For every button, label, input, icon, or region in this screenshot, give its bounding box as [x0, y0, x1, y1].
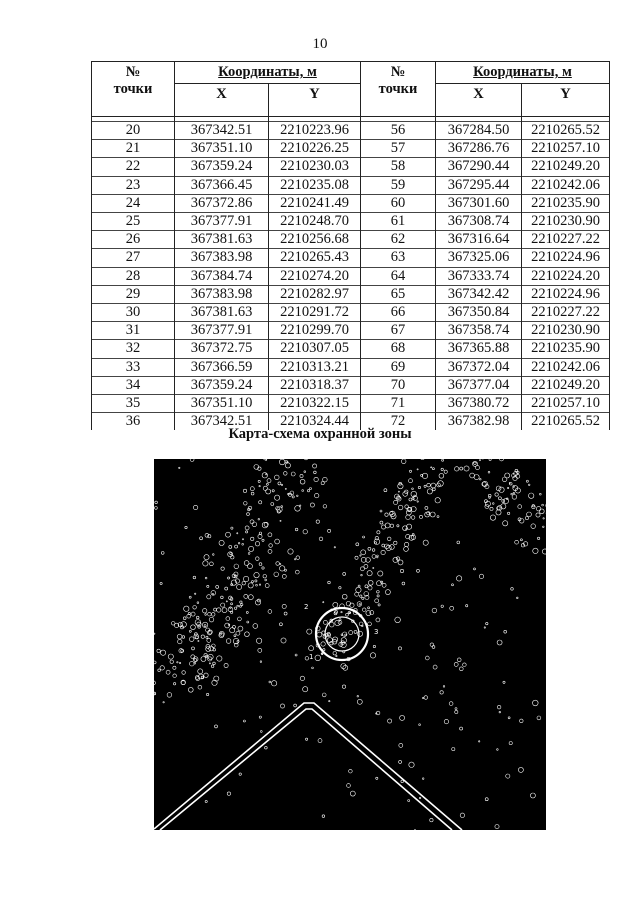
- cell-n1: 21: [92, 140, 175, 158]
- cell-n2: 72: [361, 413, 436, 431]
- cell-x1: 367366.45: [175, 176, 269, 194]
- cell-n1: 34: [92, 376, 175, 394]
- coordinates-table: [91, 61, 610, 430]
- cell-n1: 36: [92, 413, 175, 431]
- cell-y2: 2210227.22: [522, 304, 610, 322]
- cell-n2: 64: [361, 267, 436, 285]
- cell-x2: 367316.64: [436, 231, 522, 249]
- cell-y2: 2210227.22: [522, 231, 610, 249]
- cell-n1: 22: [92, 158, 175, 176]
- cell-y1: 2210299.70: [269, 322, 361, 340]
- cell-x1: 367351.10: [175, 395, 269, 413]
- table-row: [92, 231, 610, 249]
- cell-n2: 60: [361, 194, 436, 212]
- header-num-word: точки: [378, 81, 418, 98]
- cell-x2: 367295.44: [436, 176, 522, 194]
- map-image: [154, 459, 546, 830]
- table-row: [92, 122, 610, 140]
- cell-y2: 2210224.96: [522, 285, 610, 303]
- cell-y2: 2210230.90: [522, 322, 610, 340]
- table-row: [92, 194, 610, 212]
- cell-x1: 367359.24: [175, 376, 269, 394]
- cell-x1: 367384.74: [175, 267, 269, 285]
- cell-y2: 2210224.20: [522, 267, 610, 285]
- cell-n1: 33: [92, 358, 175, 376]
- cell-y2: 2210235.90: [522, 194, 610, 212]
- cell-x2: 367301.60: [436, 194, 522, 212]
- cell-x2: 367380.72: [436, 395, 522, 413]
- table-row: [92, 158, 610, 176]
- cell-y1: 2210322.15: [269, 395, 361, 413]
- header-y-right: Y: [522, 84, 610, 117]
- cell-x2: 367342.42: [436, 285, 522, 303]
- cell-x2: 367372.04: [436, 358, 522, 376]
- cell-y2: 2210230.90: [522, 213, 610, 231]
- cell-n1: 25: [92, 213, 175, 231]
- cell-x1: 367377.91: [175, 322, 269, 340]
- cell-y1: 2210307.05: [269, 340, 361, 358]
- cell-x2: 367290.44: [436, 158, 522, 176]
- cell-x1: 367359.24: [175, 158, 269, 176]
- cell-x1: 367381.63: [175, 304, 269, 322]
- cell-n2: 61: [361, 213, 436, 231]
- zone-label: 2: [304, 603, 309, 611]
- cell-n2: 71: [361, 395, 436, 413]
- cell-y2: 2210249.20: [522, 158, 610, 176]
- cell-y1: 2210223.96: [269, 122, 361, 140]
- header-point-number-left: [92, 62, 175, 117]
- cell-n1: 31: [92, 322, 175, 340]
- cell-y2: 2210265.52: [522, 413, 610, 431]
- cell-y1: 2210230.03: [269, 158, 361, 176]
- cell-n2: 57: [361, 140, 436, 158]
- table-row: [92, 304, 610, 322]
- table-row: [92, 358, 610, 376]
- cell-y1: 2210256.68: [269, 231, 361, 249]
- cell-y1: 2210248.70: [269, 213, 361, 231]
- cell-y1: 2210274.20: [269, 267, 361, 285]
- cell-y2: 2210249.20: [522, 376, 610, 394]
- header-coordinates-left: Координаты, м: [175, 62, 361, 84]
- header-y-left: Y: [269, 84, 361, 117]
- header-num-word: точки: [113, 81, 153, 98]
- table-row: [92, 376, 610, 394]
- cell-y1: 2210318.37: [269, 376, 361, 394]
- cell-n2: 56: [361, 122, 436, 140]
- table-row: [92, 340, 610, 358]
- cell-y1: 2210226.25: [269, 140, 361, 158]
- cell-n2: 62: [361, 231, 436, 249]
- cell-x2: 367333.74: [436, 267, 522, 285]
- cell-x2: 367286.76: [436, 140, 522, 158]
- header-point-number-right: [361, 62, 436, 117]
- header-num-sign: №: [390, 64, 406, 80]
- cell-x2: 367284.50: [436, 122, 522, 140]
- cell-n2: 59: [361, 176, 436, 194]
- cell-n1: 32: [92, 340, 175, 358]
- cell-n2: 69: [361, 358, 436, 376]
- cell-n1: 30: [92, 304, 175, 322]
- table-row: [92, 176, 610, 194]
- cell-y2: 2210257.10: [522, 140, 610, 158]
- cell-y2: 2210235.90: [522, 340, 610, 358]
- cell-n2: 70: [361, 376, 436, 394]
- cell-x2: 367350.84: [436, 304, 522, 322]
- table-row: [92, 249, 610, 267]
- cell-y2: 2210242.06: [522, 358, 610, 376]
- cell-n1: 29: [92, 285, 175, 303]
- cell-x1: 367381.63: [175, 231, 269, 249]
- cell-y1: 2210313.21: [269, 358, 361, 376]
- header-x-left: X: [175, 84, 269, 117]
- cell-x1: 367383.98: [175, 285, 269, 303]
- page-number: 10: [312, 36, 328, 52]
- cell-x1: 367377.91: [175, 213, 269, 231]
- cell-y1: 2210282.97: [269, 285, 361, 303]
- protection-zone-map: [154, 459, 546, 830]
- cell-n1: 24: [92, 194, 175, 212]
- cell-n2: 67: [361, 322, 436, 340]
- map-title: Карта-схема охранной зоны: [228, 426, 412, 442]
- cell-x1: 367372.86: [175, 194, 269, 212]
- zone-label: 1: [309, 653, 314, 661]
- cell-y1: 2210265.43: [269, 249, 361, 267]
- cell-n1: 35: [92, 395, 175, 413]
- table-row: [92, 213, 610, 231]
- cell-y1: 2210324.44: [269, 413, 361, 431]
- table-row: [92, 322, 610, 340]
- zone-label: 3: [374, 628, 379, 636]
- header-x-right: X: [436, 84, 522, 117]
- cell-x2: 367382.98: [436, 413, 522, 431]
- cell-x1: 367383.98: [175, 249, 269, 267]
- cell-x2: 367358.74: [436, 322, 522, 340]
- table-row: [92, 285, 610, 303]
- cell-n1: 20: [92, 122, 175, 140]
- cell-n2: 65: [361, 285, 436, 303]
- cell-x2: 367308.74: [436, 213, 522, 231]
- cell-n2: 68: [361, 340, 436, 358]
- cell-y2: 2210265.52: [522, 122, 610, 140]
- table-row: [92, 140, 610, 158]
- cell-y1: 2210291.72: [269, 304, 361, 322]
- cell-n1: 23: [92, 176, 175, 194]
- cell-n2: 63: [361, 249, 436, 267]
- table-row: [92, 395, 610, 413]
- cell-x2: 367377.04: [436, 376, 522, 394]
- header-coordinates-right: Координаты, м: [436, 62, 610, 84]
- cell-x1: 367372.75: [175, 340, 269, 358]
- cell-n1: 26: [92, 231, 175, 249]
- cell-n2: 58: [361, 158, 436, 176]
- cell-y1: 2210241.49: [269, 194, 361, 212]
- cell-x2: 367365.88: [436, 340, 522, 358]
- header-num-sign: №: [125, 64, 141, 80]
- cell-x1: 367366.59: [175, 358, 269, 376]
- cell-n2: 66: [361, 304, 436, 322]
- cell-x1: 367342.51: [175, 122, 269, 140]
- table-row: [92, 267, 610, 285]
- cell-y2: 2210224.96: [522, 249, 610, 267]
- cell-x1: 367342.51: [175, 413, 269, 431]
- cell-n1: 27: [92, 249, 175, 267]
- cell-x2: 367325.06: [436, 249, 522, 267]
- cell-y2: 2210242.06: [522, 176, 610, 194]
- cell-y2: 2210257.10: [522, 395, 610, 413]
- cell-n1: 28: [92, 267, 175, 285]
- cell-x1: 367351.10: [175, 140, 269, 158]
- cell-y1: 2210235.08: [269, 176, 361, 194]
